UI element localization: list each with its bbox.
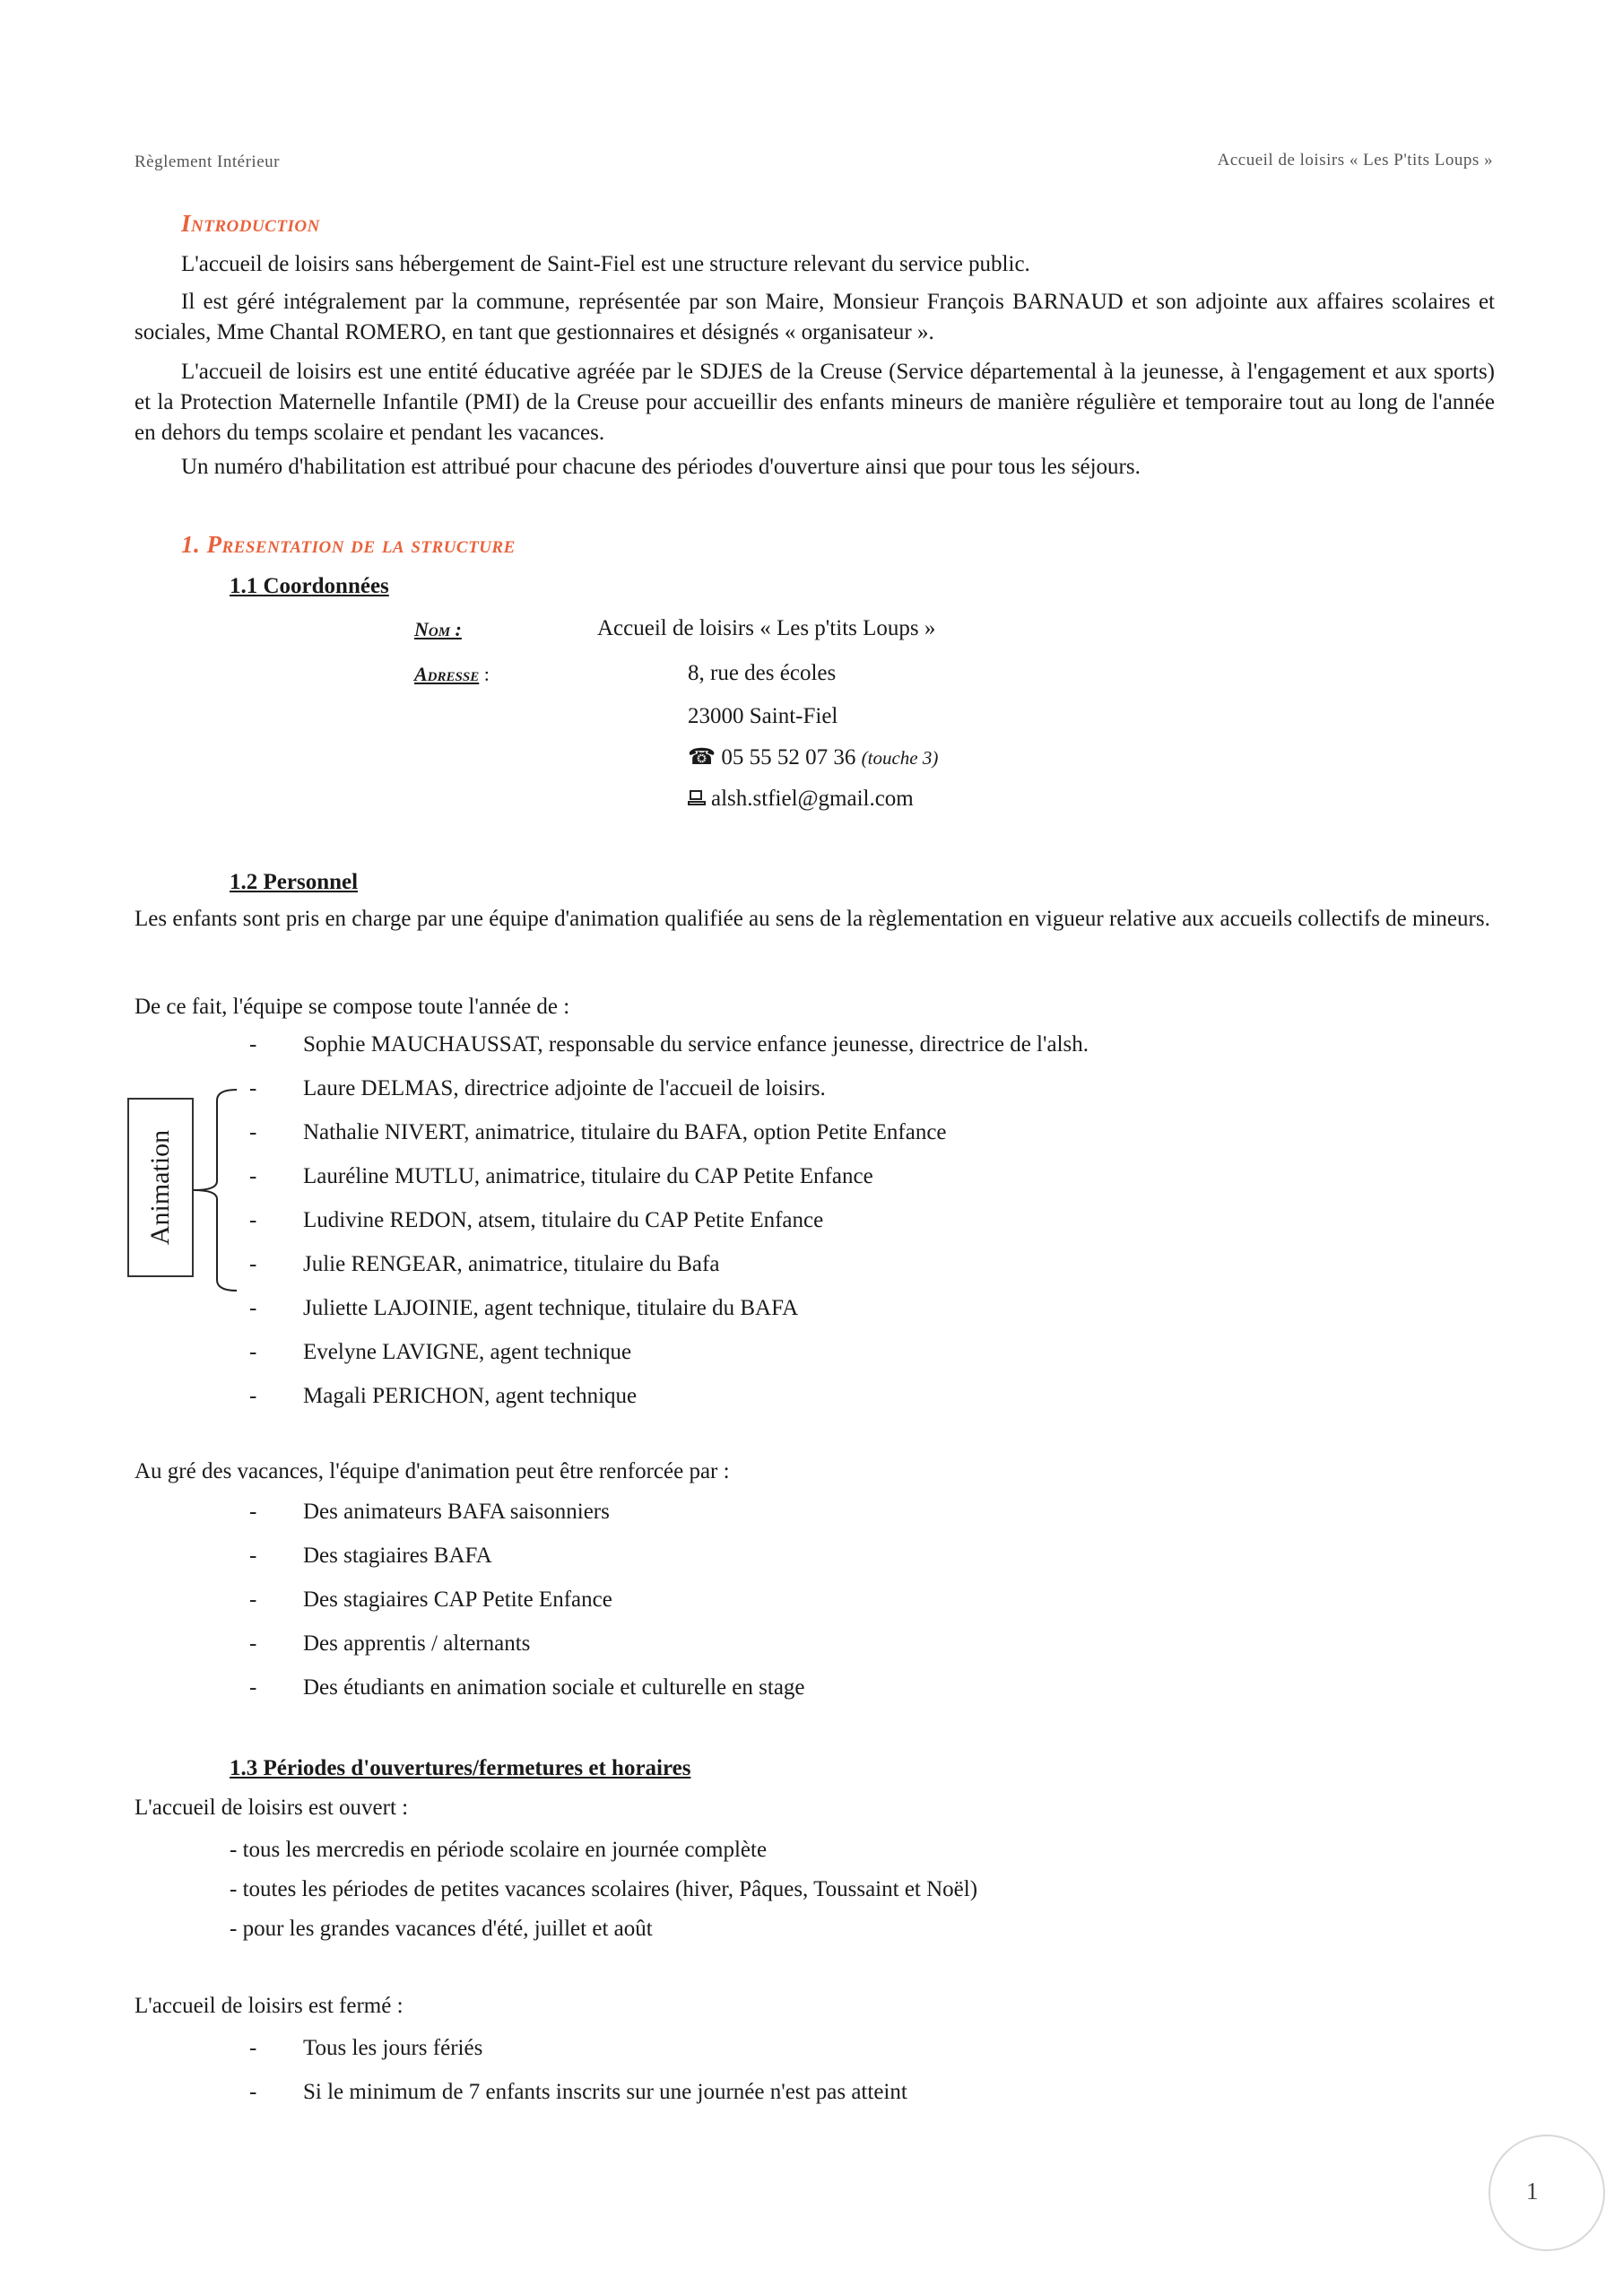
staff-item: Sophie MAUCHAUSSAT, responsable du service enfance jeunesse, directrice de l'alsh. bbox=[303, 1032, 1089, 1057]
email-address: alsh.stfiel@gmail.com bbox=[711, 787, 914, 811]
staff-item: Evelyne LAVIGNE, agent technique bbox=[303, 1340, 632, 1364]
staff-list bbox=[249, 1032, 1415, 1427]
list-dash: - bbox=[249, 1296, 257, 1320]
intro-paragraph-2: Il est géré intégralement par la commune, représentée par son Maire, Monsieur François BARNAUD et son adjointe aux affaires scolaires et sociales, Mme Chantal ROMERO, en tant que gestionnaires et désignés « organisateur ». bbox=[135, 290, 1495, 344]
header-left: Règlement Intérieur bbox=[135, 152, 280, 171]
list-dash: - bbox=[249, 1252, 257, 1276]
personnel-paragraph-3: Au gré des vacances, l'équipe d'animation peut être renforcée par : bbox=[135, 1459, 730, 1483]
page-number: 1 bbox=[1526, 2178, 1539, 2205]
page-number-circle bbox=[1488, 2135, 1605, 2251]
intro-paragraph-4: Un numéro d'habilitation est attribué pour chacune des périodes d'ouverture ainsi que pour tous les séjours. bbox=[181, 455, 1141, 479]
closed-intro: L'accueil de loisirs est fermé : bbox=[135, 1994, 404, 2018]
nom-value: Accueil de loisirs « Les p'tits Loups » bbox=[597, 616, 936, 640]
phone-number: 05 55 52 07 36 bbox=[721, 745, 856, 770]
list-dash: - bbox=[249, 2080, 257, 2104]
adresse-label: Adresse bbox=[414, 663, 480, 685]
email-line bbox=[688, 784, 914, 814]
phone-icon: ☎ bbox=[688, 745, 716, 770]
staff-item: Laure DELMAS, directrice adjointe de l'accueil de loisirs. bbox=[303, 1076, 826, 1100]
closed-item: Tous les jours fériés bbox=[303, 2036, 483, 2060]
open-intro: L'accueil de loisirs est ouvert : bbox=[135, 1796, 409, 1820]
extra-item: Des étudiants en animation sociale et culturelle en stage bbox=[303, 1675, 805, 1700]
periodes-title: 1.3 Périodes d'ouvertures/fermetures et horaires bbox=[230, 1756, 691, 1780]
staff-item: Ludivine REDON, atsem, titulaire du CAP Petite Enfance bbox=[303, 1208, 824, 1232]
animation-box bbox=[127, 1098, 194, 1277]
list-dash: - bbox=[249, 1208, 257, 1232]
nom-label: Nom : bbox=[414, 618, 462, 640]
list-dash: - bbox=[249, 2036, 257, 2060]
adresse-colon: : bbox=[479, 663, 490, 685]
closed-list bbox=[249, 2036, 1415, 2126]
list-dash: - bbox=[249, 1500, 257, 1524]
extra-item: Des animateurs BAFA saisonniers bbox=[303, 1500, 610, 1524]
staff-item: Julie RENGEAR, animatrice, titulaire du Bafa bbox=[303, 1252, 720, 1276]
open-item: - pour les grandes vacances d'été, juillet et août bbox=[230, 1917, 653, 1941]
list-dash: - bbox=[249, 1076, 257, 1100]
adresse-label-wrap bbox=[414, 663, 490, 686]
extra-item: Des stagiaires BAFA bbox=[303, 1544, 492, 1568]
coordonnees-title: 1.1 Coordonnées bbox=[230, 574, 389, 598]
extra-item: Des apprentis / alternants bbox=[303, 1631, 531, 1656]
list-dash: - bbox=[249, 1340, 257, 1364]
address-street: 8, rue des écoles bbox=[688, 661, 837, 685]
list-dash: - bbox=[249, 1675, 257, 1700]
phone-line bbox=[688, 743, 938, 773]
list-dash: - bbox=[249, 1384, 257, 1408]
computer-icon bbox=[688, 790, 706, 806]
section1-title: 1. Presentation de la structure bbox=[181, 531, 516, 558]
intro-paragraph-1: L'accueil de loisirs sans hébergement de Saint-Fiel est une structure relevant du service public. bbox=[181, 252, 1030, 276]
extra-item: Des stagiaires CAP Petite Enfance bbox=[303, 1587, 612, 1612]
extras-list bbox=[249, 1500, 1415, 1715]
staff-item: Lauréline MUTLU, animatrice, titulaire du CAP Petite Enfance bbox=[303, 1164, 873, 1188]
personnel-paragraph-1: Les enfants sont pris en charge par une équipe d'animation qualifiée au sens de la règlementation en vigueur relative aux accueils collectifs de mineurs. bbox=[135, 907, 1490, 931]
animation-label: Animation bbox=[145, 1129, 175, 1246]
open-item: - toutes les périodes de petites vacances scolaires (hiver, Pâques, Toussaint et Noël) bbox=[230, 1877, 978, 1901]
list-dash: - bbox=[249, 1120, 257, 1144]
intro-paragraph-3: L'accueil de loisirs est une entité éducative agréée par le SDJES de la Creuse (Service départemental à la jeunesse, à l'engagement et aux sports) et la Protection Maternelle Infantile (PMI) de la Creuse pour accueillir des enfants mineurs de manière régulière et temporaire tout au long de l'année en dehors du temps scolaire et pendant les vacances. bbox=[135, 360, 1495, 445]
header-right: Accueil de loisirs « Les P'tits Loups » bbox=[1217, 151, 1493, 170]
animation-bracket bbox=[192, 1081, 246, 1296]
list-dash: - bbox=[249, 1164, 257, 1188]
staff-item: Nathalie NIVERT, animatrice, titulaire du BAFA, option Petite Enfance bbox=[303, 1120, 947, 1144]
list-dash: - bbox=[249, 1587, 257, 1612]
staff-item: Magali PERICHON, agent technique bbox=[303, 1384, 638, 1408]
list-dash: - bbox=[249, 1032, 257, 1057]
phone-note: (touche 3) bbox=[861, 747, 939, 769]
list-dash: - bbox=[249, 1631, 257, 1656]
introduction-title: Introduction bbox=[181, 210, 320, 237]
closed-item: Si le minimum de 7 enfants inscrits sur une journée n'est pas atteint bbox=[303, 2080, 907, 2104]
list-dash: - bbox=[249, 1544, 257, 1568]
open-item: - tous les mercredis en période scolaire en journée complète bbox=[230, 1838, 768, 1862]
personnel-title: 1.2 Personnel bbox=[230, 870, 359, 894]
staff-item: Juliette LAJOINIE, agent technique, titulaire du BAFA bbox=[303, 1296, 799, 1320]
address-city: 23000 Saint-Fiel bbox=[688, 704, 838, 728]
personnel-paragraph-2: De ce fait, l'équipe se compose toute l'année de : bbox=[135, 995, 570, 1019]
